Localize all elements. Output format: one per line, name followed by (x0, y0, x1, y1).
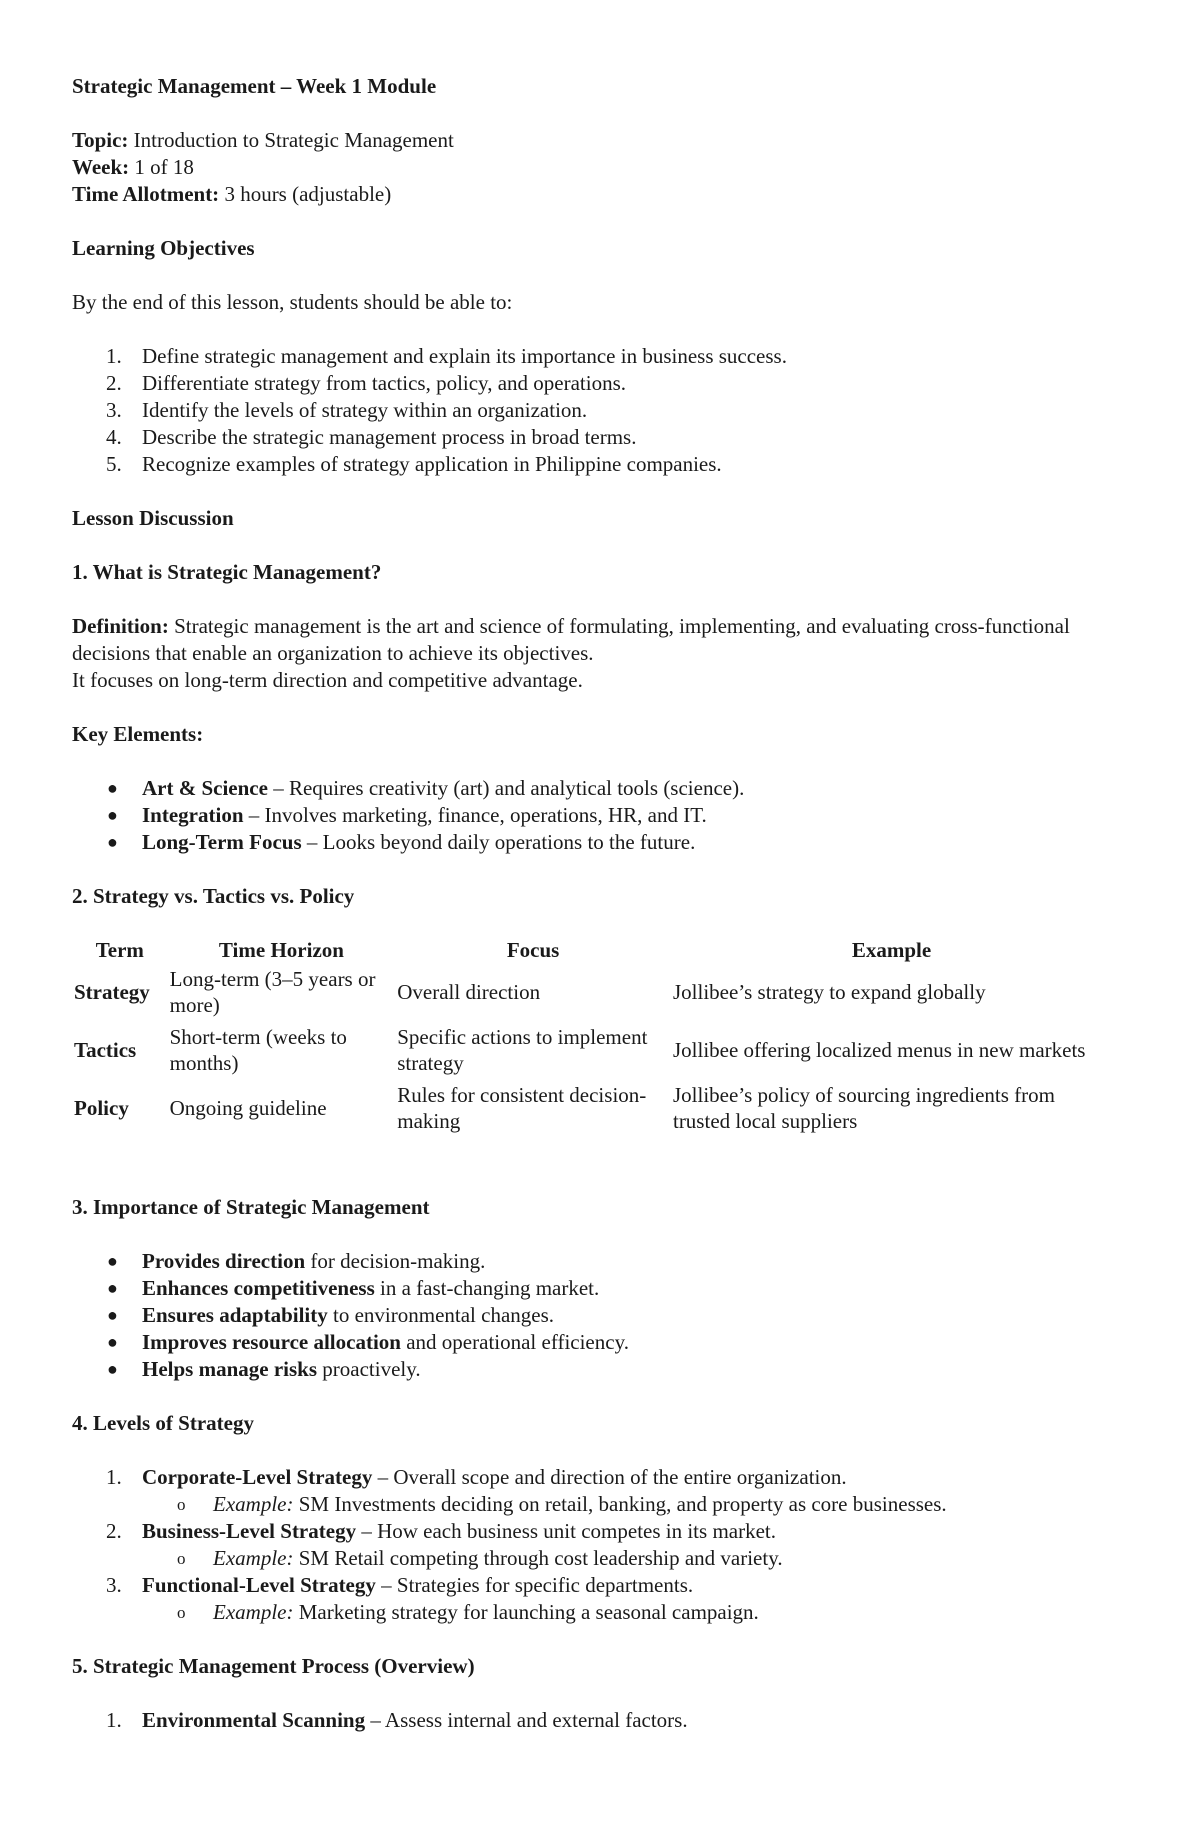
table-cell: Ongoing guideline (169, 1096, 327, 1120)
bullet-icon: ● (107, 1278, 118, 1298)
definition-label: Definition: (72, 614, 169, 638)
sub-list (142, 1491, 1132, 1518)
section3-heading: 3. Importance of Strategic Management (72, 1195, 430, 1219)
table-cell: Overall direction (397, 980, 541, 1004)
table-header-cell: Focus (506, 938, 560, 962)
table-row (72, 966, 1112, 1024)
sub-bullet-icon: o (177, 1603, 186, 1622)
sub-bullet-icon: o (177, 1495, 186, 1514)
comparison-table (72, 937, 1112, 1140)
list-item: ● Provides direction for decision-making. (107, 1249, 486, 1273)
section5-heading: 5. Strategic Management Process (Overview) (72, 1654, 475, 1678)
bullet-icon: ● (107, 778, 118, 798)
table-cell: Short-term (weeks to months) (169, 1025, 347, 1075)
list-item: ● Improves resource allocation and operational efficiency. (107, 1330, 629, 1354)
section4-heading: 4. Levels of Strategy (72, 1411, 254, 1435)
topic-line (72, 127, 1132, 154)
time-label: Time Allotment: (72, 182, 220, 206)
objectives-list (72, 343, 1132, 478)
table-cell: Jollibee’s policy of sourcing ingredients from trusted local suppliers (672, 1083, 1055, 1133)
discussion-heading: Lesson Discussion (72, 506, 234, 530)
bullet-icon: ● (107, 1332, 118, 1352)
table-cell: Strategy (74, 980, 150, 1004)
sub-list-item: o Example: SM Investments deciding on retail, banking, and property as core businesses. (177, 1492, 947, 1516)
table-header-cell: Term (95, 938, 144, 962)
focus-text: It focuses on long-term direction and competitive advantage. (72, 668, 583, 692)
time-line (72, 181, 1132, 208)
table-cell: Rules for consistent decision-making (397, 1083, 647, 1133)
process-list (72, 1707, 1132, 1734)
week-line (72, 154, 1132, 181)
list-item: 3. Identify the levels of strategy within an organization. (106, 398, 588, 422)
sub-list-item: o Example: SM Retail competing through cost leadership and variety. (177, 1546, 783, 1570)
list-item: 2. Business-Level Strategy – How each business unit competes in its market. o Example: SM Retail competing through cost leadership and variety. (72, 1518, 1132, 1572)
sub-list (142, 1545, 1132, 1572)
list-item: ● Long-Term Focus – Looks beyond daily operations to the future. (107, 830, 696, 854)
bullet-icon: ● (107, 1305, 118, 1325)
list-item: 1. Corporate-Level Strategy – Overall scope and direction of the entire organization. o Example: SM Investments deciding on retail, banking, and property as core businesses. (72, 1464, 1132, 1518)
bullet-icon: ● (107, 1359, 118, 1379)
table-cell: Long-term (3–5 years or more) (169, 967, 376, 1017)
table-cell: Policy (74, 1096, 129, 1120)
table-header-cell: Example (851, 938, 932, 962)
table-header-row (72, 937, 1112, 966)
sub-list-item: o Example: Marketing strategy for launching a seasonal campaign. (177, 1600, 759, 1624)
objectives-intro: By the end of this lesson, students should be able to: (72, 290, 513, 314)
table-header-cell: Time Horizon (218, 938, 344, 962)
topic-value: Introduction to Strategic Management (128, 128, 454, 152)
importance-list (72, 1248, 1132, 1383)
list-item: ● Ensures adaptability to environmental changes. (107, 1303, 555, 1327)
bullet-icon: ● (107, 1251, 118, 1271)
definition-text: Strategic management is the art and science of formulating, implementing, and evaluating cross-functional decisions that enable an organization to achieve its objectives. (72, 614, 1070, 665)
section2-heading: 2. Strategy vs. Tactics vs. Policy (72, 884, 355, 908)
table-cell: Specific actions to implement strategy (397, 1025, 648, 1075)
sub-list (142, 1599, 1132, 1626)
topic-label: Topic: (72, 128, 129, 152)
table-cell: Jollibee offering localized menus in new markets (672, 1038, 1086, 1062)
list-item: ● Enhances competitiveness in a fast-changing market. (107, 1276, 600, 1300)
key-elements-list (72, 775, 1132, 856)
levels-list (72, 1464, 1132, 1626)
list-item: 2. Differentiate strategy from tactics, policy, and operations. (106, 371, 626, 395)
list-item: 5. Recognize examples of strategy application in Philippine companies. (106, 452, 722, 476)
list-item: 1. Environmental Scanning – Assess internal and external factors. (106, 1708, 688, 1732)
table-row (72, 1024, 1112, 1082)
sub-bullet-icon: o (177, 1549, 186, 1568)
definition-paragraph (72, 613, 1132, 694)
table-row (72, 1082, 1112, 1140)
table-cell: Tactics (74, 1038, 137, 1062)
section1-heading: 1. What is Strategic Management? (72, 560, 382, 584)
document-title: Strategic Management – Week 1 Module (72, 74, 437, 98)
list-item: ● Art & Science – Requires creativity (art) and analytical tools (science). (107, 776, 745, 800)
week-value: 1 of 18 (129, 155, 194, 179)
key-elements-heading: Key Elements: (72, 722, 204, 746)
list-item: ● Helps manage risks proactively. (107, 1357, 421, 1381)
list-item: 3. Functional-Level Strategy – Strategies for specific departments. o Example: Marketing strategy for launching a seasonal campaign. (72, 1572, 1132, 1626)
week-label: Week: (72, 155, 130, 179)
document-page (72, 73, 1132, 1734)
table-cell: Jollibee’s strategy to expand globally (672, 980, 986, 1004)
time-value: 3 hours (adjustable) (219, 182, 392, 206)
list-item: 4. Describe the strategic management process in broad terms. (106, 425, 637, 449)
list-item: 1. Define strategic management and explain its importance in business success. (106, 344, 787, 368)
bullet-icon: ● (107, 832, 118, 852)
list-item: ● Integration – Involves marketing, finance, operations, HR, and IT. (107, 803, 707, 827)
bullet-icon: ● (107, 805, 118, 825)
objectives-heading: Learning Objectives (72, 236, 255, 260)
lesson-meta (72, 127, 1132, 208)
